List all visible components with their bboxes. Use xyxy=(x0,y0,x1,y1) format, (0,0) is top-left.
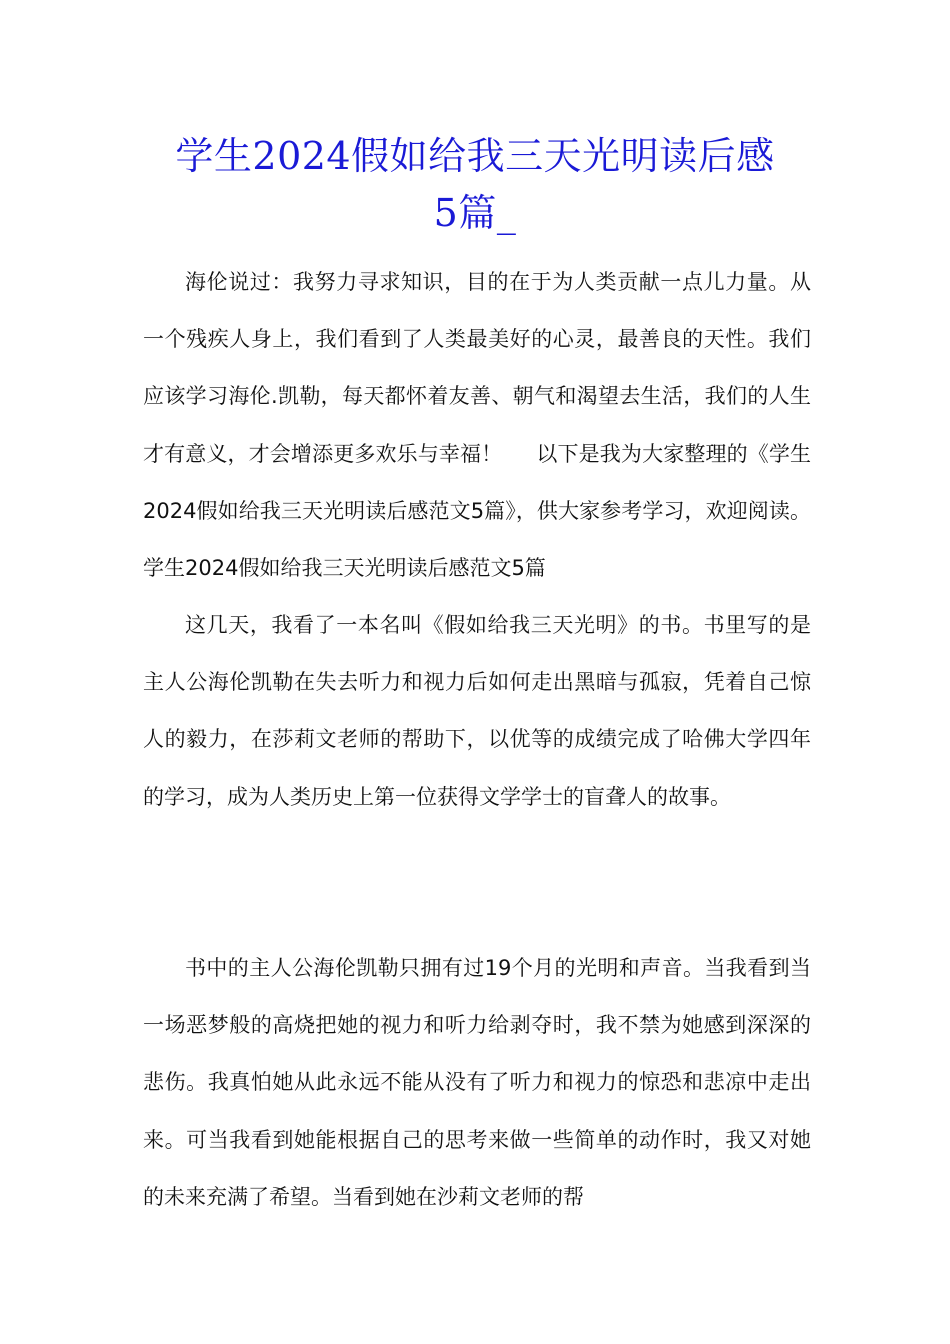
paragraph-1-text: 这几天，我看了一本名叫《假如给我三天光明》的书。书里写的是主人公海伦凯勒在失去听力和视力后如何走出黑暗与孤寂，凭着自己惊人的毅力，在莎莉文老师的帮助下，以优等的成绩完成了哈佛大学四年的学习，成为人类历史上第一位获得文学学士的盲聋人的故事。 xyxy=(143,613,811,809)
intro-paragraph xyxy=(143,254,811,597)
document-title xyxy=(120,128,830,242)
body-paragraph-2 xyxy=(143,940,811,1226)
body-paragraph-1 xyxy=(143,597,811,826)
paragraph-2-text: 书中的主人公海伦凯勒只拥有过19个月的光明和声音。当我看到当一场恶梦般的高烧把她的视力和听力给剥夺时，我不禁为她感到深深的悲伤。我真怕她从此永远不能从没有了听力和视力的惊恐和悲凉中走出来。可当我看到她能根据自己的思考来做一些简单的动作时，我又对她的未来充满了希望。当看到她在沙莉文老师的帮 xyxy=(143,956,811,1209)
intro-text-part-2: 以下是我为大家整理的《学生2024假如给我三天光明读后感范文5篇》，供大家参考学习，欢迎阅读。学生2024假如给我三天光明读后感范文5篇 xyxy=(143,441,811,581)
intro-text-part-1: 海伦说过：我努力寻求知识，目的在于为人类贡献一点儿力量。从一个残疾人身上，我们看到了人类最美好的心灵，最善良的天性。我们应该学习海伦.凯勒，每天都怀着友善、朝气和渴望去生活，我们的人生才有意义，才会增添更多欢乐与幸福！ xyxy=(143,270,811,466)
title-line-1: 学生2024假如给我三天光明读后感 xyxy=(175,134,775,178)
title-line-2: 5篇_ xyxy=(433,191,517,235)
